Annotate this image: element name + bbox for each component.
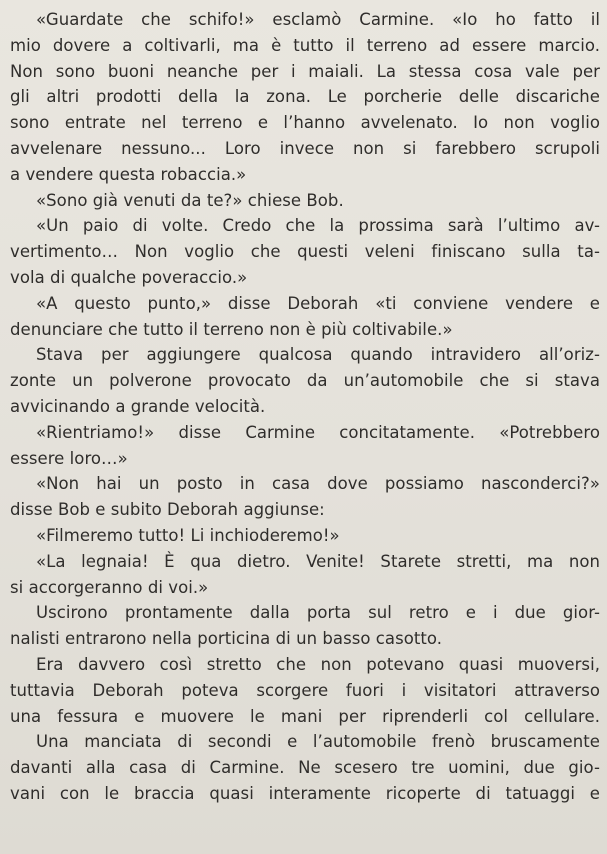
page-text-block	[10, 7, 600, 807]
text-line: nalisti entrarono nella porticina di un basso casotto.	[10, 629, 443, 649]
text-line: tuttavia Deborah poteva scorgere fuori i visitatori attraverso	[10, 680, 600, 700]
text-line: vertimento… Non voglio che questi veleni finiscano sulla ta-	[10, 242, 600, 262]
text-line: Non sono buoni neanche per i maiali. La stessa cosa vale per	[10, 61, 600, 81]
text-line: sono entrate nel terreno e l’hanno avvelenato. Io non voglio	[10, 113, 600, 133]
text-line: Uscirono prontamente dalla porta sul retro e i due gior-	[36, 603, 600, 623]
text-line: essere loro…»	[10, 448, 128, 468]
text-line: «A questo punto,» disse Deborah «ti conviene vendere e	[36, 293, 600, 313]
text-line: «Guardate che schifo!» esclamò Carmine. «Io ho fatto il	[36, 10, 600, 29]
text-line: davanti alla casa di Carmine. Ne scesero tre uomini, due gio-	[10, 758, 600, 778]
text-line: disse Bob e subito Deborah aggiunse:	[10, 500, 325, 520]
text-line: «Rientriamo!» disse Carmine concitatamente. «Potrebbero	[36, 422, 600, 442]
text-line: Era davvero così stretto che non potevano quasi muoversi,	[36, 654, 600, 674]
text-line: a vendere questa robaccia.»	[10, 164, 247, 184]
text-line: una fessura e muovere le mani per riprenderli col cellulare.	[10, 706, 600, 726]
text-line: mio dovere a coltivarli, ma è tutto il terreno ad essere marcio.	[10, 35, 600, 55]
text-line: gli altri prodotti della la zona. Le porcherie delle discariche	[10, 87, 600, 107]
text-line: zonte un polverone provocato da un’automobile che si stava	[10, 371, 600, 391]
text-line: «Non hai un posto in casa dove possiamo nasconderci?»	[36, 474, 600, 494]
text-line: avvelenare nessuno... Loro invece non si farebbero scrupoli	[10, 138, 600, 158]
text-line: si accorgeranno di voi.»	[10, 577, 209, 597]
text-line: vani con le braccia quasi interamente ricoperte di tatuaggi e	[10, 783, 600, 803]
text-line: «La legnaia! È qua dietro. Venite! Starete stretti, ma non	[36, 551, 600, 571]
text-line: denunciare che tutto il terreno non è più coltivabile.»	[10, 319, 453, 339]
text-line: «Un paio di volte. Credo che la prossima sarà l’ultimo av-	[36, 216, 600, 236]
text-line: Una manciata di secondi e l’automobile frenò bruscamente	[36, 732, 600, 752]
text-line: avvicinando a grande velocità.	[10, 396, 266, 416]
text-line: vola di qualche poveraccio.»	[10, 267, 248, 287]
text-line: «Sono già venuti da te?» chiese Bob.	[36, 190, 344, 210]
text-line: «Filmeremo tutto! Li inchioderemo!»	[36, 525, 340, 545]
text-line: Stava per aggiungere qualcosa quando intravidero all’oriz-	[36, 345, 600, 365]
